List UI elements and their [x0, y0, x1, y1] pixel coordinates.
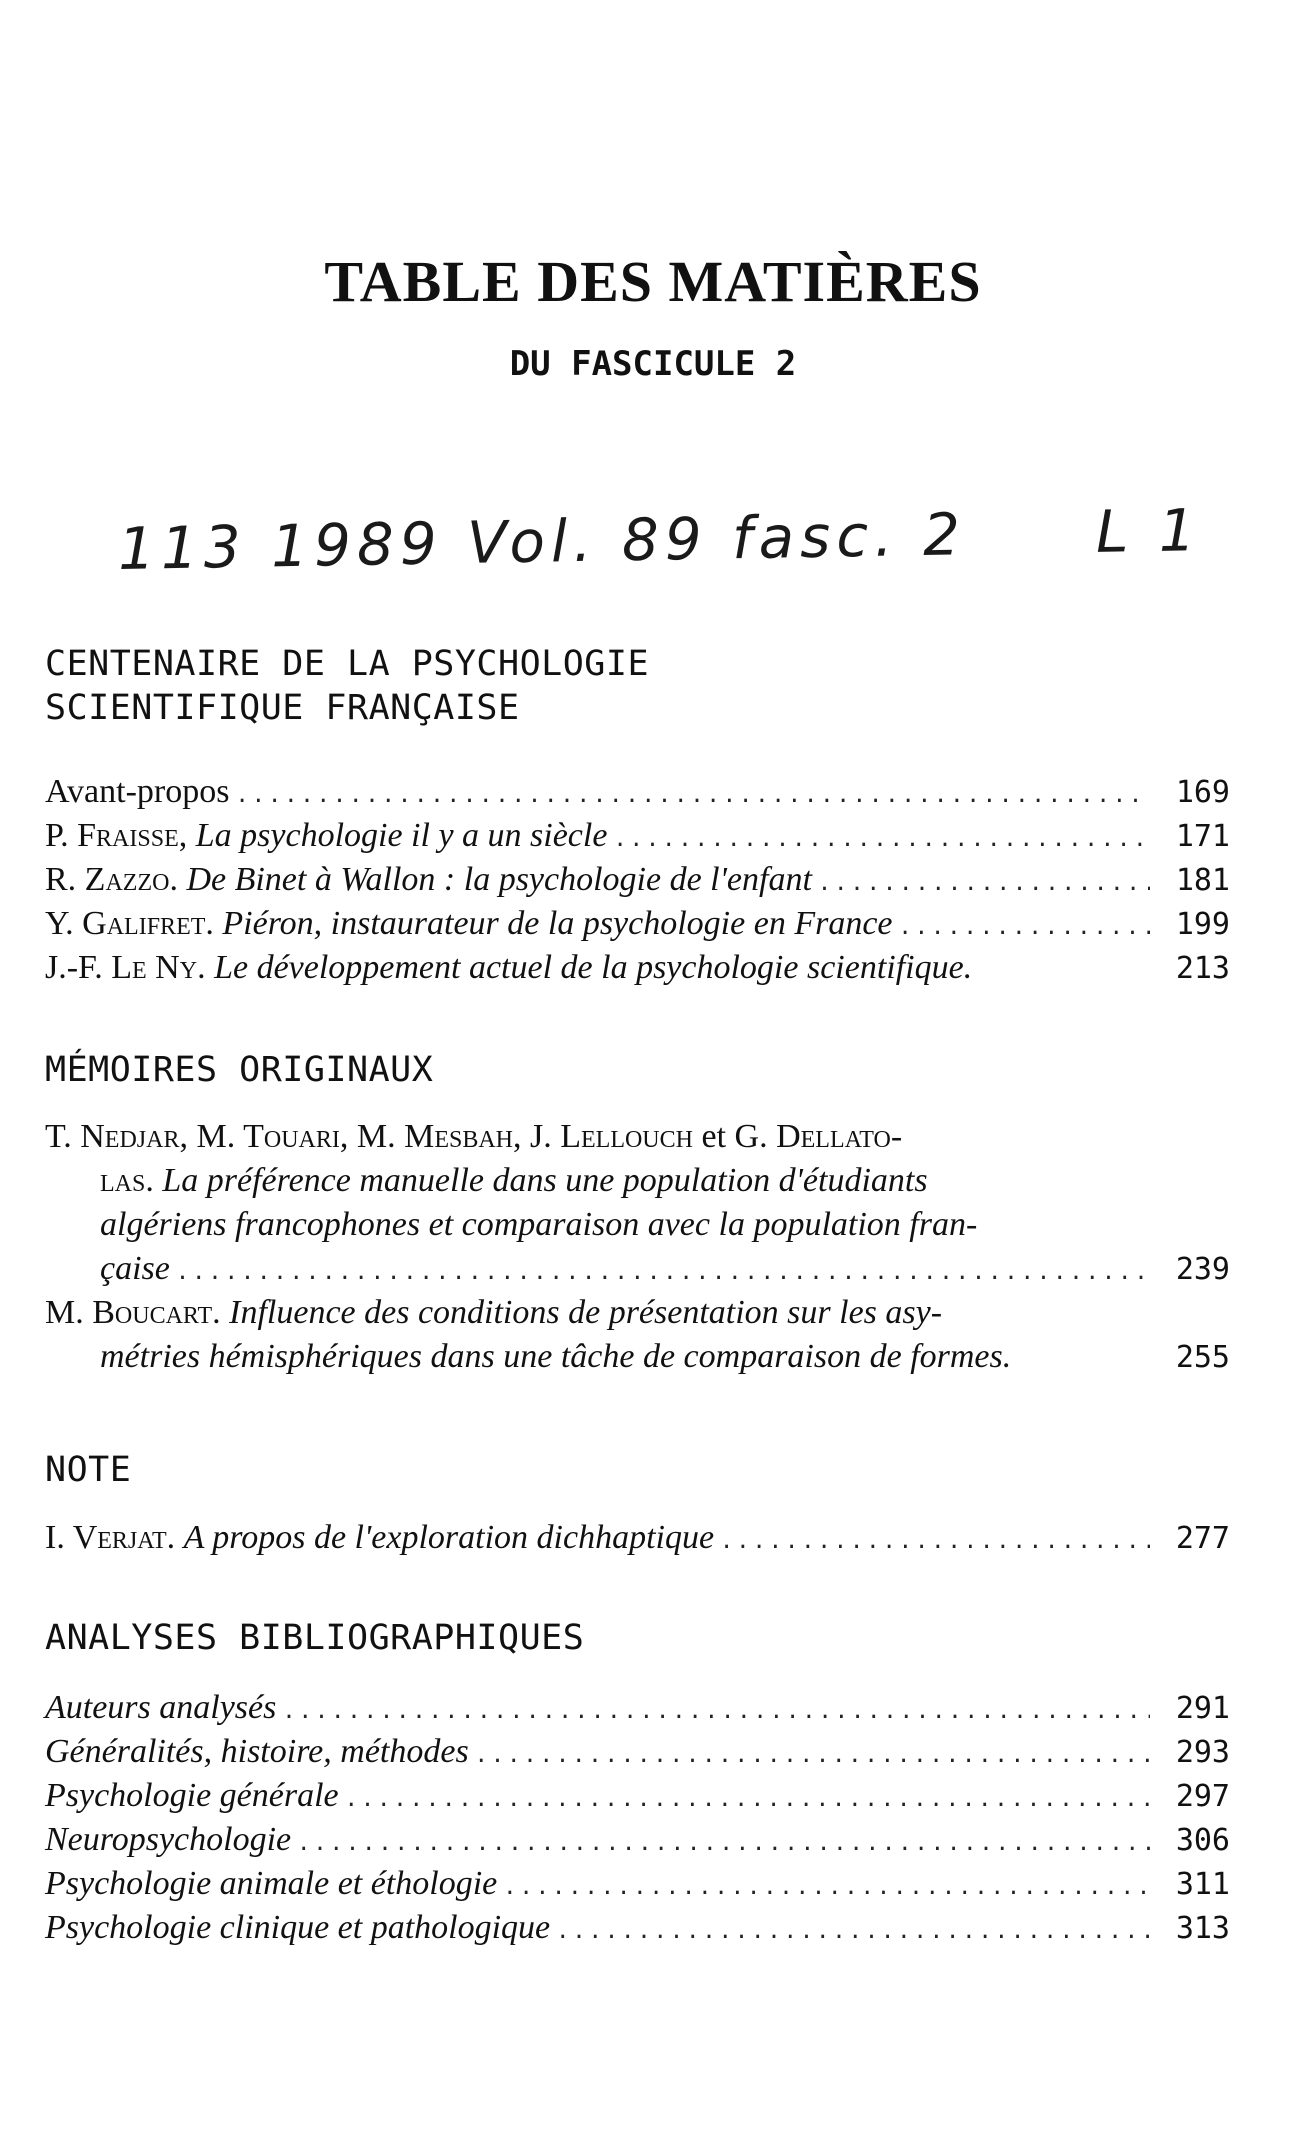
leader-dots	[176, 1251, 1150, 1295]
section-heading: MÉMOIRES ORIGINAUX	[45, 1050, 434, 1090]
entry-authors-cont: G. Dellato-	[734, 1118, 903, 1155]
toc-entry[interactable]	[45, 770, 1230, 814]
entry-title: De Binet à Wallon : la psychologie de l'enfant	[186, 861, 812, 898]
entry-title: Psychologie clinique et pathologique	[45, 1909, 551, 1946]
page-number: 199	[1175, 907, 1230, 942]
leader-dots	[899, 906, 1151, 950]
page-number: 239	[1175, 1252, 1230, 1287]
entry-author: R. Zazzo	[45, 861, 170, 898]
section-memoires	[45, 1048, 1230, 1092]
entry-title: Piéron, instaurateur de la psychologie en France	[222, 905, 893, 942]
toc-entry[interactable]	[45, 946, 1230, 990]
toc-entry[interactable]: I. Verjat. A propos de l'exploration dichhaptique ..... 277	[45, 1516, 1230, 1560]
entry-title: Psychologie générale	[45, 1777, 339, 1814]
page-number: 293	[1175, 1735, 1230, 1770]
page-number: 171	[1175, 819, 1230, 854]
entry-title: Auteurs analysés	[45, 1689, 277, 1726]
leader-dots	[475, 1734, 1150, 1778]
entry-authors-end: las	[100, 1162, 146, 1199]
toc-entry[interactable]	[45, 902, 1230, 946]
page-number: 213	[1175, 951, 1230, 986]
leader-dots	[235, 774, 1150, 818]
entry-author: P. Fraisse	[45, 817, 179, 854]
entry-separator: .	[205, 905, 223, 942]
entry-conjunction: et	[692, 1118, 735, 1155]
leader-dots	[345, 1778, 1150, 1822]
leader-dots	[297, 1822, 1150, 1866]
entry-title: A propos de l'exploration dichhaptique	[183, 1519, 715, 1556]
page-number: 306	[1175, 1823, 1230, 1858]
toc-entry[interactable]	[45, 1686, 1230, 1730]
section-heading: ANALYSES BIBLIOGRAPHIQUES	[45, 1618, 585, 1658]
entry-author: J.-F. Le Ny	[45, 949, 198, 986]
leader-dots	[613, 818, 1150, 862]
page-number: 277	[1175, 1521, 1230, 1556]
section-heading: NOTE	[45, 1450, 132, 1490]
page-number: 313	[1175, 1911, 1230, 1946]
leader-dots	[818, 862, 1150, 906]
centenaire-entries	[45, 770, 1230, 990]
page-number: 255	[1175, 1340, 1230, 1375]
handwritten-annotation	[117, 496, 1202, 583]
note-entries	[45, 1516, 1230, 1560]
entry-authors: T. Nedjar, M. Touari, M. Mesbah, J. Lellouch	[45, 1118, 693, 1155]
entry-title: Généralités, histoire, méthodes	[45, 1733, 469, 1770]
handwritten-shelf-note: L 1	[1095, 496, 1203, 566]
entry-title: La psychologie il y a un siècle	[195, 817, 608, 854]
page-number: 291	[1175, 1691, 1230, 1726]
leader-dots	[720, 1520, 1150, 1564]
toc-entry[interactable]: T. Nedjar, M. Touari, M. Mesbah, J. Lellouch et G. Dellato- las. La préférence manuelle dans une population d'étudiants algériens francophones et comparaison avec la population fran-	[45, 1115, 1115, 1247]
entry-title: Neuropsychologie	[45, 1821, 292, 1858]
toc-entry[interactable]	[45, 858, 1230, 902]
entry-separator: .	[169, 861, 187, 898]
analyses-entries	[45, 1686, 1230, 1950]
page-number: 181	[1175, 863, 1230, 898]
section-heading: SCIENTIFIQUE FRANÇAISE	[45, 688, 520, 728]
entry-title-cont: métries hémisphériques dans une tâche de comparaison de formes.	[100, 1338, 1012, 1375]
toc-entry[interactable]: M. Boucart. Influence des conditions de présentation sur les asy-	[45, 1294, 943, 1331]
entry-author: Y. Galifret	[45, 905, 206, 942]
entry-title: Influence des conditions de présentation sur les asy-	[229, 1294, 943, 1331]
page-number: 169	[1175, 775, 1230, 810]
page-subtitle: DU FASCICULE 2	[509, 344, 797, 384]
handwritten-volume-note: 113 1989 Vol. 89 fasc. 2	[117, 500, 967, 583]
entry-title: Avant-propos	[45, 773, 230, 810]
page-number: 311	[1175, 1867, 1230, 1902]
toc-entry[interactable]	[45, 1818, 1230, 1862]
memoires-entries	[45, 1115, 1230, 1379]
toc-entry[interactable]	[45, 1730, 1230, 1774]
page-number: 297	[1175, 1779, 1230, 1814]
entry-title-cont: algériens francophones et comparaison avec la population fran-	[100, 1206, 978, 1243]
entry-title: La préférence manuelle dans une population d'étudiants	[162, 1162, 928, 1199]
toc-entry[interactable]	[45, 1862, 1230, 1906]
section-heading: CENTENAIRE DE LA PSYCHOLOGIE	[45, 644, 650, 684]
section-centenaire	[45, 642, 1230, 730]
toc-entry[interactable]	[45, 1906, 1230, 1950]
leader-dots	[503, 1866, 1150, 1910]
leader-dots	[556, 1910, 1150, 1954]
page-title: TABLE DES MATIÈRES	[324, 249, 982, 314]
entry-separator: .	[197, 949, 215, 986]
toc-entry-end[interactable]	[45, 1247, 1230, 1291]
entry-title-end: çaise	[100, 1250, 170, 1287]
entry-title: Le développement actuel de la psychologie scientifique.	[214, 949, 973, 986]
entry-title: Psychologie animale et éthologie	[45, 1865, 498, 1902]
section-note	[45, 1448, 1230, 1492]
entry-separator: ,	[178, 817, 196, 854]
entry-author: I. Verjat	[45, 1519, 167, 1556]
toc-entry[interactable]	[45, 1774, 1230, 1818]
toc-entry-end[interactable]	[45, 1335, 1230, 1379]
entry-author: M. Boucart	[45, 1294, 213, 1331]
toc-entry[interactable]	[45, 814, 1230, 858]
leader-dots	[282, 1690, 1150, 1734]
section-analyses	[45, 1616, 1230, 1660]
